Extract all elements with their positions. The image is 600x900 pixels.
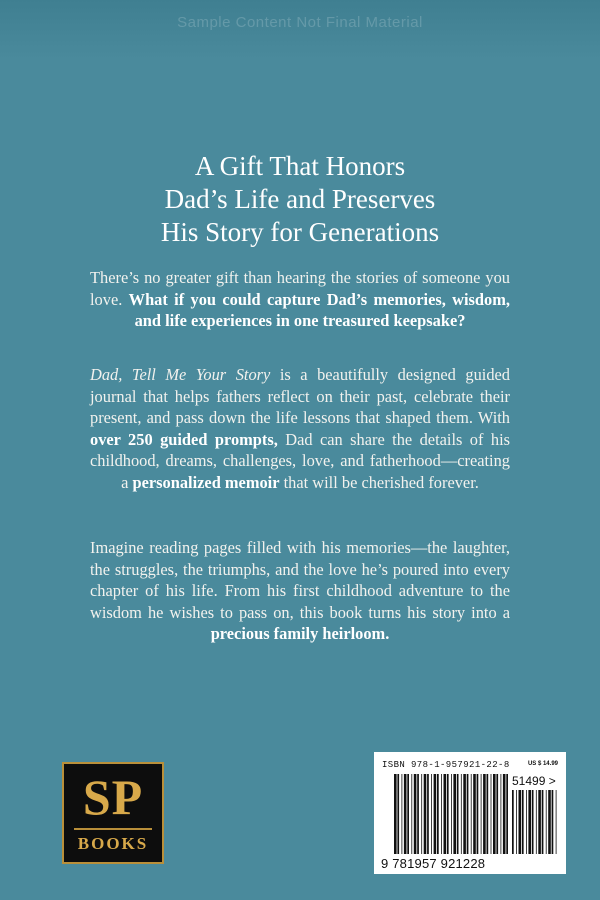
description-paragraph-3 — [90, 537, 510, 645]
p3-text: Imagine reading pages filled with his memories—the laughter, the struggles, the triumphs, and the love he’s poured into every chapter of his life. From his first childhood adventure to the wisdom he wishes to pass on, this book turns his story into a — [90, 538, 510, 622]
sample-watermark: Sample Content Not Final Material — [177, 14, 423, 31]
book-title-italic: Dad, Tell Me Your Story — [90, 365, 271, 384]
p2-bold-memoir: personalized memoir — [132, 472, 280, 492]
price-label: US $ 14.99 — [527, 761, 558, 767]
p2-text-1: is a beautifully designed guided journal that helps fathers reflect on their past, celebrate their present, and pass down the life lessons that shaped them. With — [90, 365, 510, 427]
isbn-barcode-box — [374, 752, 566, 874]
description-paragraph-1 — [90, 267, 510, 332]
description-paragraph-2 — [90, 364, 510, 493]
p2-text-3: that will be cherished forever. — [279, 472, 479, 492]
isbn-label: ISBN 978-1-957921-22-8 — [382, 760, 510, 770]
p3-bold: precious family heirloom. — [210, 624, 390, 643]
publisher-logo — [62, 762, 164, 864]
headline-line-3: His Story for Generations — [160, 217, 440, 247]
publisher-logo-word: BOOKS — [77, 834, 149, 853]
p2-bold-prompts: over 250 guided prompts, — [90, 429, 278, 449]
p1-text: There’s no greater gift than hearing the stories of someone you love. — [90, 268, 510, 309]
publisher-logo-letters: SP — [82, 769, 144, 825]
publisher-logo-rule — [74, 828, 152, 830]
headline-line-2: Dad’s Life and Preserves — [164, 184, 436, 214]
p2-text-2: Dad can share the details of his childhood, dreams, challenges, love, and fatherhood—creating a — [90, 429, 510, 492]
headline-line-1: A Gift That Honors — [194, 151, 406, 181]
back-cover-headline — [60, 150, 540, 249]
ean-digits: 9 781957 921228 — [381, 856, 486, 871]
supplement-code-number: 51499 — [512, 774, 546, 788]
supplement-arrow: > — [548, 774, 556, 788]
p1-bold: What if you could capture Dad’s memories, wisdom, and life experiences in one treasured keepsake? — [128, 289, 510, 330]
